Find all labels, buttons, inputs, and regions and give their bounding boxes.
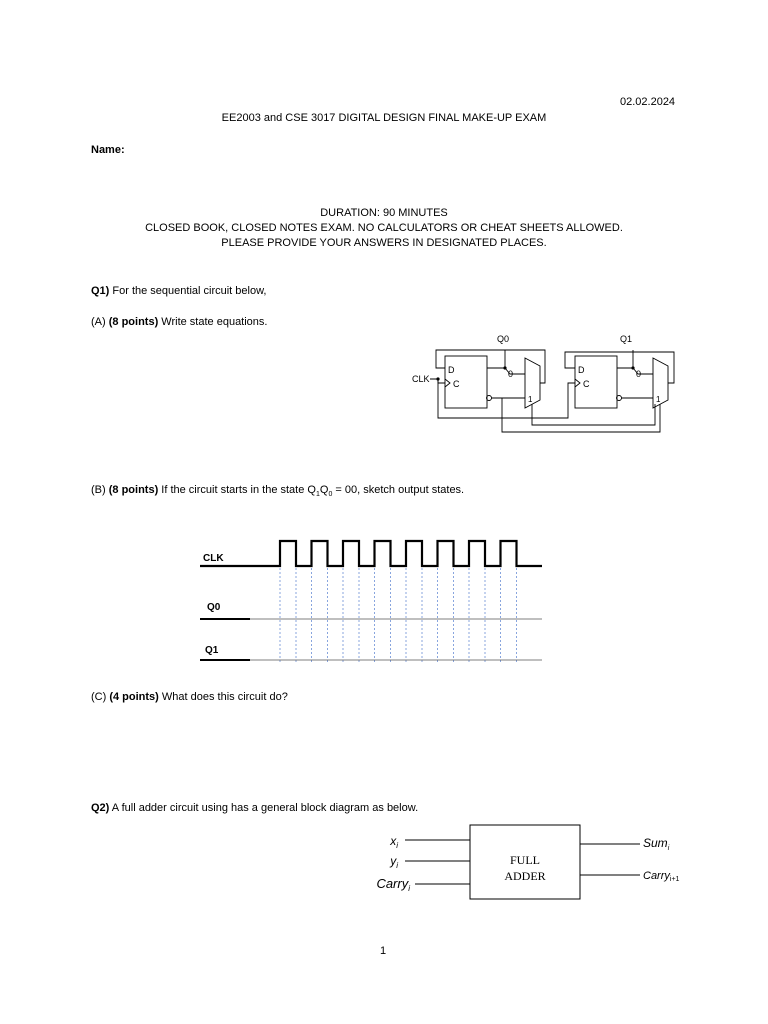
exam-title: EE2003 and CSE 3017 DIGITAL DESIGN FINAL MAKE-UP EXAM <box>221 112 547 124</box>
q1a-text: Write state equations. <box>158 316 268 328</box>
timing-q1-label: Q1 <box>205 645 219 656</box>
output-carry-label: Carryi+1 <box>643 870 680 883</box>
sequential-circuit-diagram <box>400 328 690 438</box>
input-carry-label: Carry$_i$ <box>376 876 410 893</box>
ff0-c-label: C <box>453 379 460 389</box>
timing-q0-label: Q0 <box>207 602 221 613</box>
name-label: Name: <box>91 144 125 156</box>
q2-intro <box>91 801 418 815</box>
q1b-sub-0: 0 <box>328 491 333 499</box>
q1-intro <box>91 284 266 298</box>
q1-label: Q1) <box>91 285 110 297</box>
q1-part-c <box>91 690 288 704</box>
q1b-mid: Q <box>319 484 329 496</box>
q1b-text-post: = 00, sketch output states. <box>332 484 465 496</box>
q1b-prefix: (B) <box>91 484 109 496</box>
flip-flop-0 <box>445 356 487 408</box>
q1b-sub-1: 1 <box>315 491 320 499</box>
circuit-q0-label: Q0 <box>497 334 510 344</box>
q1-part-a <box>91 315 267 329</box>
input-x-label: $x_i$ <box>390 834 398 850</box>
clk-waveform <box>200 541 542 566</box>
ff1-d-label: D <box>578 365 585 375</box>
q1c-text: What does this circuit do? <box>158 691 288 703</box>
q1a-prefix: (A) <box>91 316 109 328</box>
mux1-input0-label: 0 <box>636 369 642 379</box>
exam-date: 02.02.2024 <box>620 96 676 108</box>
q1c-prefix: (C) <box>91 691 110 703</box>
q1-text: For the sequential circuit below, <box>109 285 267 297</box>
mux1-input1-label: 1 <box>656 395 661 404</box>
block-label-adder: ADDER <box>504 869 546 883</box>
q1c-points: (4 points) <box>109 691 159 703</box>
ff0-d-label: D <box>448 365 455 375</box>
timing-diagram <box>195 533 550 668</box>
input-y-label: $y_i$ <box>390 854 398 870</box>
timing-clk-label: CLK <box>203 553 224 564</box>
output-sum-label: Sum$_i$ <box>643 836 670 852</box>
mux0-input0-label: 0 <box>508 369 514 379</box>
flip-flop-1 <box>575 356 617 408</box>
mux0-input1-label: 1 <box>528 395 533 404</box>
instruction-duration: DURATION: 90 MINUTES <box>320 207 448 219</box>
block-label-full: FULL <box>510 853 540 867</box>
q2-text: A full adder circuit using has a general block diagram as below. <box>109 802 419 814</box>
instruction-answers: PLEASE PROVIDE YOUR ANSWERS IN DESIGNATED PLACES. <box>221 237 547 249</box>
q2-label: Q2) <box>91 802 110 814</box>
instruction-rules: CLOSED BOOK, CLOSED NOTES EXAM. NO CALCULATORS OR CHEAT SHEETS ALLOWED. <box>145 222 623 234</box>
circuit-clk-label: CLK <box>412 374 430 384</box>
q1b-text-pre: If the circuit starts in the state Q <box>158 484 316 496</box>
circuit-q1-label: Q1 <box>620 334 633 344</box>
page-number: 1 <box>380 945 387 957</box>
q1b-points: (8 points) <box>108 484 159 496</box>
q1-part-b <box>91 483 464 502</box>
q1a-points: (8 points) <box>108 316 159 328</box>
full-adder-diagram <box>365 818 690 903</box>
ff1-c-label: C <box>583 379 590 389</box>
